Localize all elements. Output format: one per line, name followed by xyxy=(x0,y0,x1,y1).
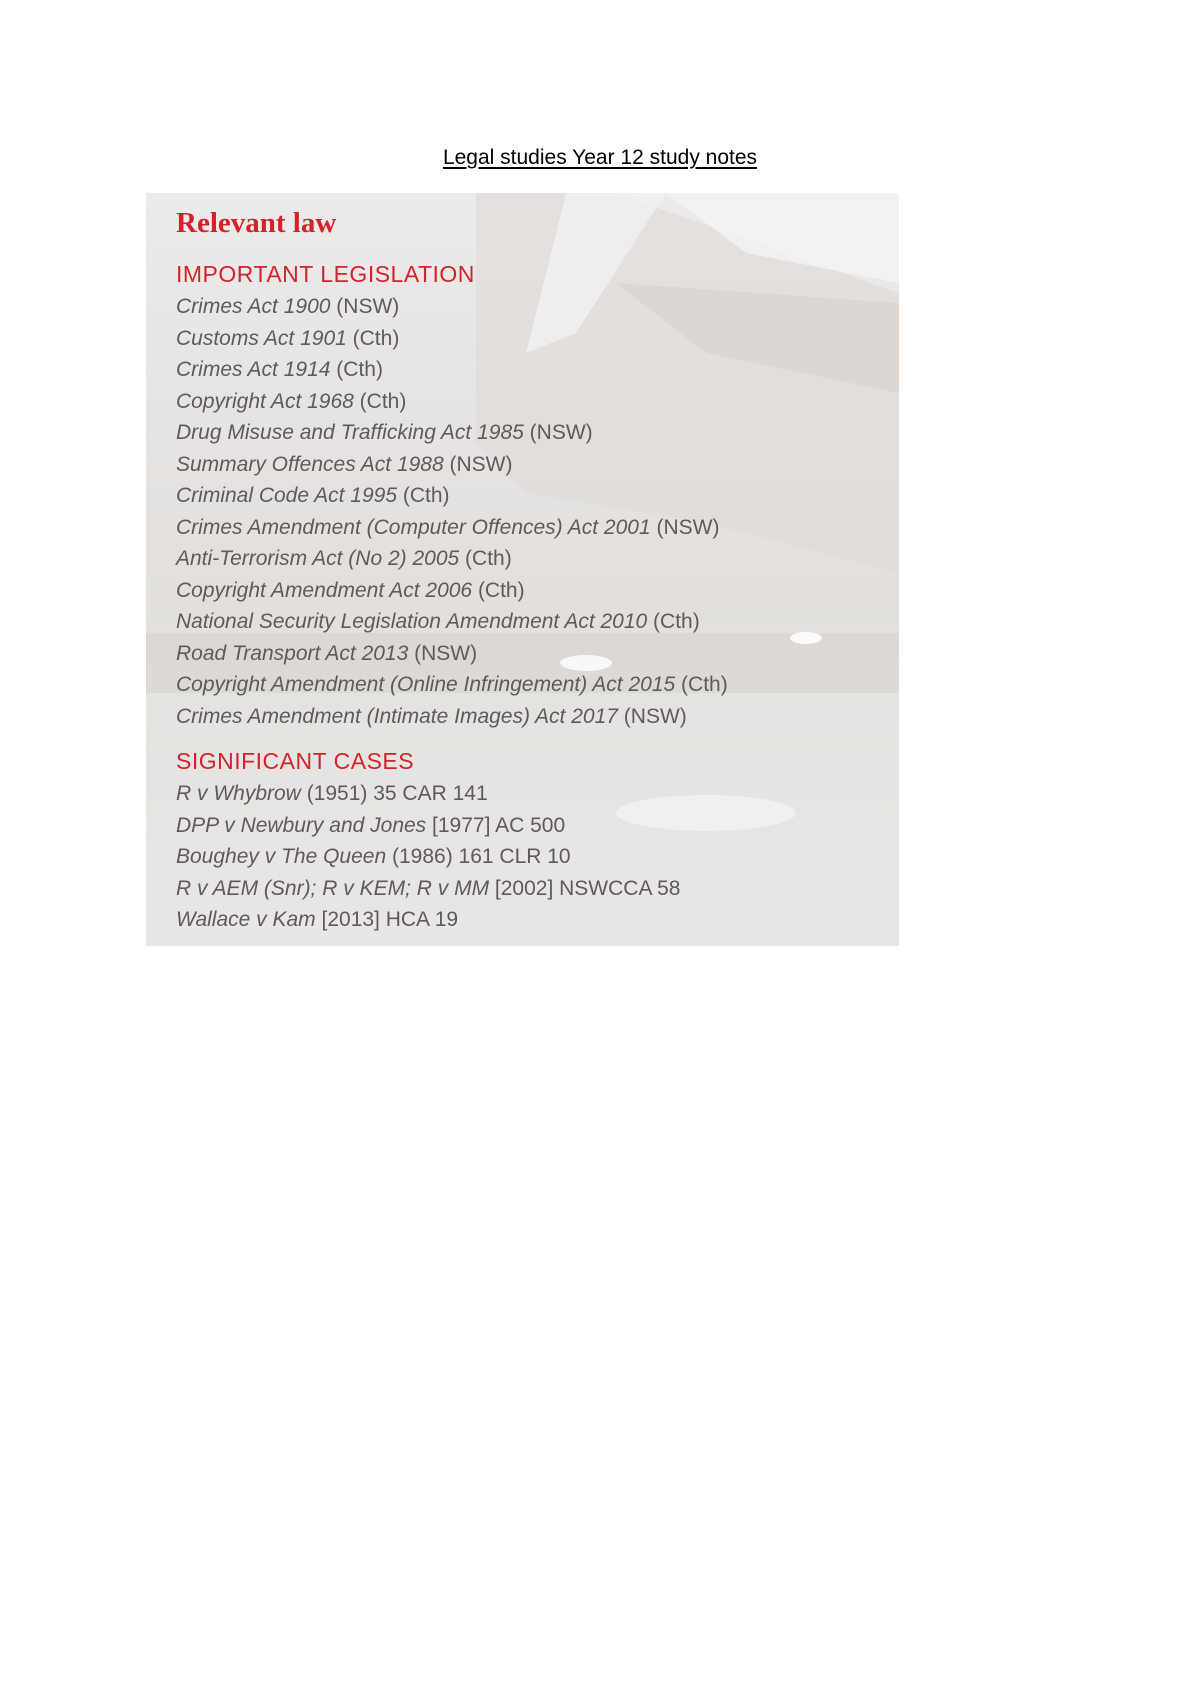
legislation-item xyxy=(176,417,886,449)
legislation-list xyxy=(176,291,886,732)
legislation-jurisdiction: (Cth) xyxy=(330,358,383,381)
legislation-jurisdiction: (NSW) xyxy=(330,295,400,318)
case-name: Boughey v The Queen xyxy=(176,845,387,868)
case-item xyxy=(176,778,886,810)
legislation-title: Crimes Amendment (Computer Offences) Act 2001 xyxy=(176,515,651,539)
panel-title: Relevant law xyxy=(176,207,337,239)
legislation-jurisdiction: (NSW) xyxy=(650,515,720,539)
legislation-item xyxy=(176,701,886,733)
legislation-jurisdiction: (Cth) xyxy=(397,484,450,507)
relevant-law-panel xyxy=(146,193,899,946)
legislation-heading: IMPORTANT LEGISLATION xyxy=(176,261,475,287)
legislation-item xyxy=(176,638,886,670)
legislation-title: Summary Offences Act 1988 xyxy=(176,452,444,476)
case-item xyxy=(176,904,886,936)
legislation-jurisdiction: (NSW) xyxy=(408,641,478,665)
legislation-title: Copyright Amendment Act 2006 xyxy=(176,578,473,602)
case-citation: [2013] HCA 19 xyxy=(315,908,459,931)
legislation-item xyxy=(176,386,886,418)
legislation-jurisdiction: (NSW) xyxy=(523,421,593,444)
legislation-title: Road Transport Act 2013 xyxy=(176,641,409,665)
legislation-jurisdiction: (Cth) xyxy=(647,610,700,633)
legislation-item xyxy=(176,575,886,607)
legislation-item xyxy=(176,512,886,544)
legislation-title: Criminal Code Act 1995 xyxy=(176,484,397,507)
legislation-title: Copyright Amendment (Online Infringement) Act 2015 xyxy=(176,673,676,696)
legislation-item xyxy=(176,354,886,386)
cases-heading: SIGNIFICANT CASES xyxy=(176,748,415,774)
legislation-item xyxy=(176,323,886,355)
legislation-title: Anti-Terrorism Act (No 2) 2005 xyxy=(176,547,460,570)
case-citation: [2002] NSWCCA 58 xyxy=(489,876,681,900)
legislation-jurisdiction: (Cth) xyxy=(472,578,525,602)
legislation-title: National Security Legislation Amendment Act 2010 xyxy=(176,610,648,633)
case-citation: (1986) 161 CLR 10 xyxy=(386,845,571,868)
case-name: R v AEM (Snr); R v KEM; R v MM xyxy=(176,876,490,900)
legislation-item xyxy=(176,669,886,701)
case-name: R v Whybrow xyxy=(176,782,301,805)
legislation-jurisdiction: (NSW) xyxy=(443,452,513,476)
case-citation: [1977] AC 500 xyxy=(426,813,566,837)
legislation-title: Copyright Act 1968 xyxy=(176,389,354,413)
legislation-title: Crimes Amendment (Intimate Images) Act 2017 xyxy=(176,704,618,728)
legislation-item xyxy=(176,543,886,575)
legislation-title: Drug Misuse and Trafficking Act 1985 xyxy=(176,421,524,444)
case-item xyxy=(176,810,886,842)
case-item xyxy=(176,841,886,873)
document-heading: Legal studies Year 12 study notes xyxy=(442,146,758,169)
legislation-item xyxy=(176,449,886,481)
legislation-jurisdiction: (Cth) xyxy=(346,326,400,350)
legislation-title: Crimes Act 1914 xyxy=(176,358,331,381)
legislation-title: Customs Act 1901 xyxy=(176,326,347,350)
case-name: DPP v Newbury and Jones xyxy=(176,813,427,837)
legislation-jurisdiction: (NSW) xyxy=(617,704,687,728)
legislation-jurisdiction: (Cth) xyxy=(353,389,407,413)
legislation-item xyxy=(176,606,886,638)
legislation-jurisdiction: (Cth) xyxy=(459,547,512,570)
case-citation: (1951) 35 CAR 141 xyxy=(300,782,488,805)
legislation-item xyxy=(176,480,886,512)
legislation-item xyxy=(176,291,886,323)
legislation-title: Crimes Act 1900 xyxy=(176,295,331,318)
legislation-jurisdiction: (Cth) xyxy=(675,673,728,696)
case-item xyxy=(176,873,886,905)
cases-list xyxy=(176,778,886,936)
case-name: Wallace v Kam xyxy=(176,908,316,931)
